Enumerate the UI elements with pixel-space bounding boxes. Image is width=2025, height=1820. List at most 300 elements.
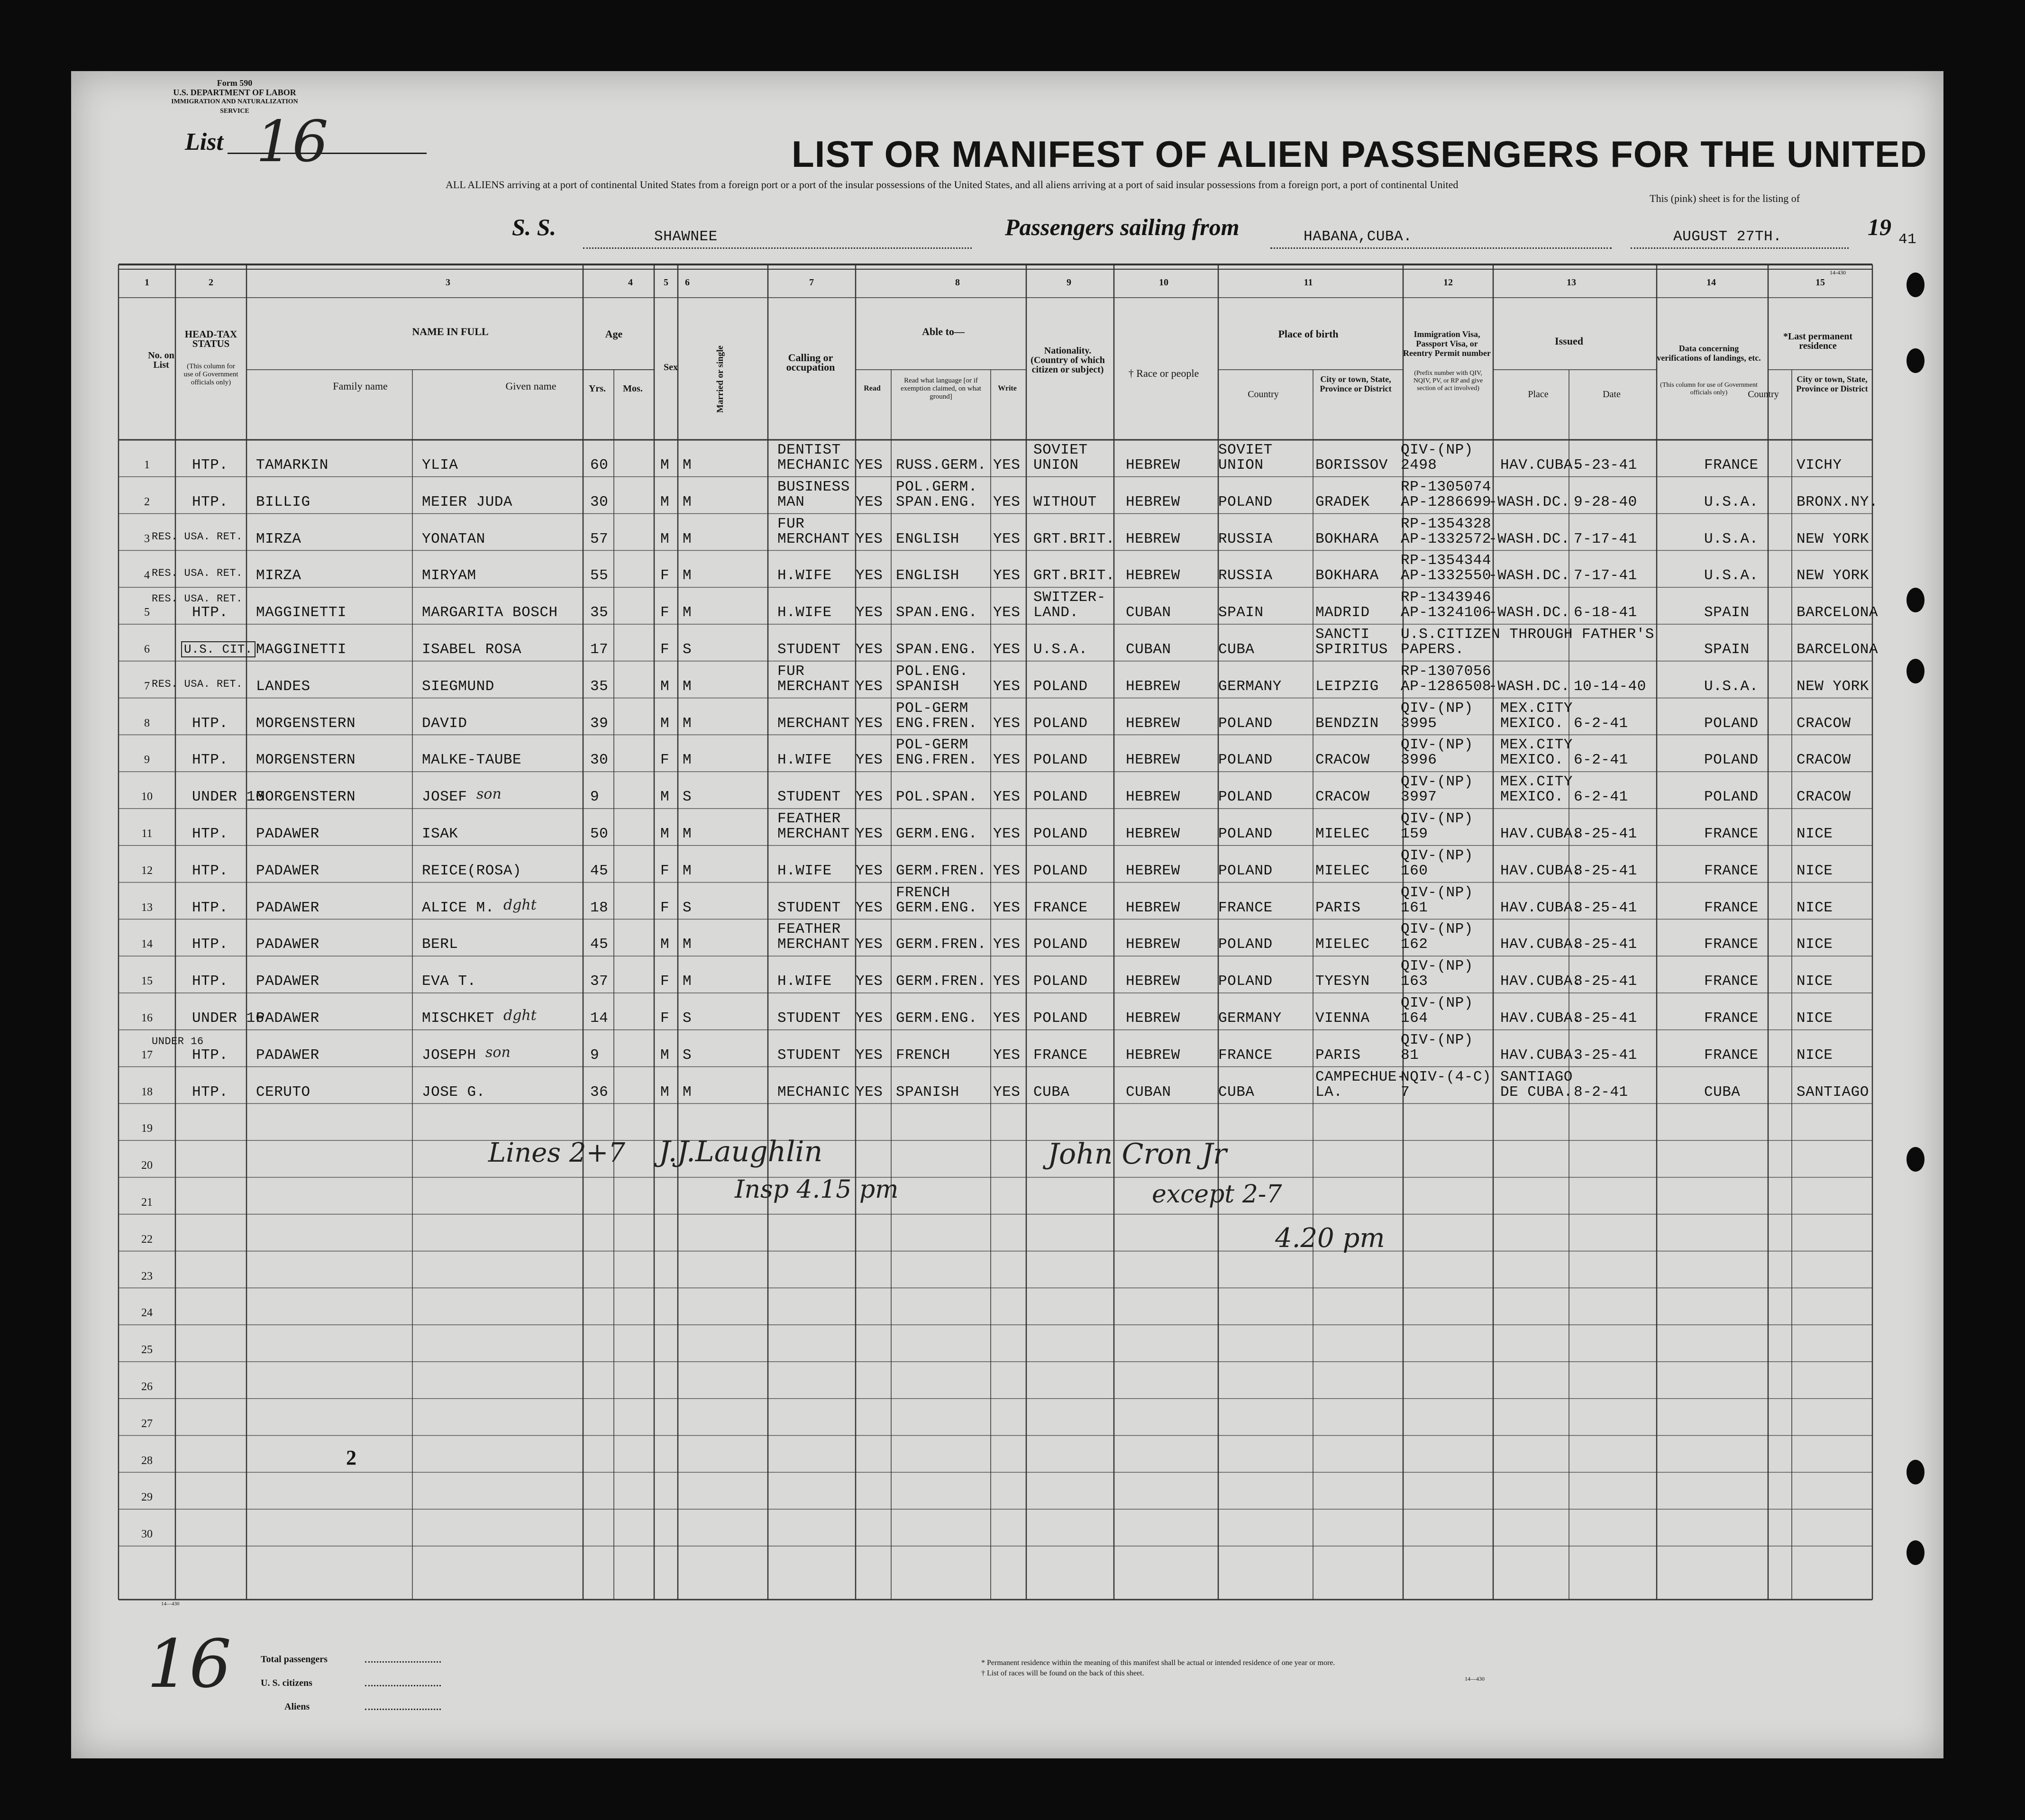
birth-city: LA. [1315,1083,1343,1101]
visa-top: QIV-(NP) [1401,737,1473,754]
residence-city: CRACOW [1797,752,1851,769]
visa-top: RP-1354328 [1401,515,1492,532]
sex: F [660,641,670,658]
can-write: YES [993,641,1021,658]
can-write: YES [993,752,1021,769]
read-language: SPAN.ENG. [896,604,977,621]
given-name-annotation: dght [503,1007,537,1024]
row-number: 4 [144,569,150,582]
issued-place-top: MEX.CITY [1500,737,1573,754]
birth-country: CUBA [1218,1083,1255,1101]
occupation: MERCHANT [777,678,850,695]
ss-label: S. S. [512,214,556,240]
column-number: 10 [1159,277,1168,288]
header-verification-note: (This column for use of Government officials only) [1660,382,1758,396]
footer-code-left: 14—430 [161,1601,180,1607]
header-issued-date: Date [1603,389,1621,400]
age: 18 [590,899,609,916]
column-number: 4 [628,277,633,288]
birth-country: POLAND [1218,715,1273,732]
sex: F [660,567,670,584]
family-name: MORGENSTERN [256,715,356,732]
visa-top: RP-1343946 [1401,589,1492,606]
visa-number: 160 [1401,862,1428,879]
year-suffix: 41 [1898,231,1917,248]
can-read: YES [856,641,883,658]
issued-date: 9-28-40 [1574,493,1637,510]
residence-city: BRONX.NY. [1797,493,1878,510]
can-read: YES [856,715,883,732]
occupation: MERCHANT [777,715,850,732]
can-write: YES [993,899,1021,916]
given-name: ISABEL ROSA [422,641,522,658]
head-tax-status: HTP. [192,493,228,510]
issued-date: 10-14-40 [1574,678,1646,695]
given-name: ALICE M. [422,899,494,916]
issued-place: -WASH.DC. [1488,493,1570,510]
read-language: ENG.FREN. [896,752,977,769]
row-number: 19 [141,1122,153,1135]
nationality: U.S.A. [1033,641,1088,658]
row-number: 16 [141,1012,153,1024]
row-number: 12 [141,864,153,877]
birth-country: SPAIN [1218,604,1264,621]
birth-city: PARIS [1315,899,1361,916]
nationality: POLAND [1033,789,1088,806]
family-name: MAGGINETTI [256,641,347,658]
issued-date: 8-25-41 [1574,826,1637,842]
issued-place: -WASH.DC. [1488,604,1570,621]
language-top: POL.ENG. [896,663,968,680]
row28-mark: 2 [346,1446,356,1469]
nationality-top: SWITZER- [1033,589,1106,606]
residence-country: U.S.A. [1704,493,1759,510]
issued-date: 5-23-41 [1574,457,1637,473]
residence-city: BARCELONA [1797,641,1878,658]
birth-country: GERMANY [1218,678,1282,695]
header-birth-country: Country [1248,389,1279,400]
footer-citizens: U. S. citizens [261,1678,312,1688]
manifest-subtitle-2: This (pink) sheet is for the listing of [1650,192,1800,204]
residence-country: U.S.A. [1704,678,1759,695]
age: 14 [590,1010,609,1027]
race: HEBREW [1126,1010,1180,1027]
can-read: YES [856,899,883,916]
visa-top: QIV-(NP) [1401,847,1473,864]
sex: F [660,604,670,621]
visa-number: 2498 [1401,457,1437,473]
given-name: DAVID [422,715,467,732]
issued-place-top: MEX.CITY [1500,700,1573,717]
read-language: RUSS.GERM. [896,457,987,473]
can-read: YES [856,530,883,547]
inspector-note-2: except 2-7 [1152,1180,1282,1209]
issued-date: 8-2-41 [1574,1083,1628,1101]
birth-city: VIENNA [1315,1010,1370,1027]
issued-date: 8-25-41 [1574,862,1637,879]
family-name: PADAWER [256,862,319,879]
header-married: Married or single [715,345,725,413]
sex: F [660,899,670,916]
nationality: POLAND [1033,1010,1088,1027]
issued-place-top: MEX.CITY [1500,774,1573,791]
visa-number: 159 [1401,826,1428,842]
visa-number: 7 [1401,1083,1410,1101]
residence-country: FRANCE [1704,899,1759,916]
header-write: Write [998,384,1017,392]
visa-top: U.S.CITIZEN THROUGH FATHER'S [1401,626,1654,643]
can-write: YES [993,973,1021,990]
birth-country: POLAND [1218,973,1273,990]
birth-city-top: SANCTI [1315,626,1370,643]
residence-country: FRANCE [1704,1046,1759,1064]
read-language: GERM.ENG. [896,899,977,916]
family-name: PADAWER [256,826,319,842]
nationality: POLAND [1033,862,1088,879]
read-language: GERM.FREN. [896,973,987,990]
marital-status: S [683,899,692,916]
occupation: MERCHANT [777,826,850,842]
header-given-name: Given name [505,380,556,392]
residence-country: SPAIN [1704,604,1750,621]
occupation: H.WIFE [777,604,832,621]
row-number: 18 [141,1085,153,1098]
residence-city: NICE [1797,1010,1833,1027]
issued-place: HAV.CUBA. [1500,862,1582,879]
residence-country: POLAND [1704,715,1759,732]
age: 36 [590,1083,609,1101]
issued-date: 8-25-41 [1574,936,1637,953]
birth-city: MIELEC [1315,936,1370,953]
age: 37 [590,973,609,990]
column-number: 3 [446,277,450,288]
header-issued: Issued [1555,335,1583,347]
residence-city: NICE [1797,973,1833,990]
header-calling: Calling or occupation [786,352,835,373]
residence-city: VICHY [1797,457,1842,473]
row-number: 22 [141,1233,153,1246]
header-verification: Data concerning verifications of landings, etc. [1657,344,1761,363]
family-name: MIRZA [256,567,301,584]
race: HEBREW [1126,493,1180,510]
age: 30 [590,752,609,769]
given-name: ISAK [422,826,458,842]
sailing-label: Passengers sailing from [1005,214,1240,240]
occupation: STUDENT [777,641,841,658]
head-tax-status: U.S. CIT. [181,641,255,657]
issued-date: 7-17-41 [1574,530,1637,547]
head-tax-status: UNDER 16 [192,1010,265,1027]
nationality: UNION [1033,457,1079,473]
row-number: 20 [141,1159,153,1172]
form-code: 14-430 [1830,269,1846,276]
given-name: YONATAN [422,530,485,547]
given-name-annotation: dght [503,896,537,913]
row-number: 21 [141,1196,153,1209]
visa-top: QIV-(NP) [1401,700,1473,717]
birth-country: POLAND [1218,789,1273,806]
occupation: STUDENT [777,899,841,916]
given-name-annotation: son [476,786,502,803]
visa-top: QIV-(NP) [1401,810,1473,827]
nationality: LAND. [1033,604,1079,621]
column-number: 6 [685,277,690,288]
issued-place: -WASH.DC. [1488,530,1570,547]
occupation: MECHANIC [777,1083,850,1101]
inspector-signature-2: John Cron Jr [1048,1138,1227,1171]
race: CUBAN [1126,641,1171,658]
family-name: MORGENSTERN [256,752,356,769]
date: AUGUST 27TH. [1673,228,1782,245]
marital-status: M [683,604,692,621]
can-read: YES [856,1046,883,1064]
inspector-signature-1: J.J.Laughlin [659,1135,823,1168]
nationality: FRANCE [1033,899,1088,916]
issued-date: 8-25-41 [1574,899,1637,916]
nationality: POLAND [1033,936,1088,953]
race: HEBREW [1126,826,1180,842]
can-write: YES [993,1083,1021,1101]
age: 17 [590,641,609,658]
footer-note-2: † List of races will be found on the back of this sheet. [981,1669,1144,1677]
family-name: MORGENSTERN [256,789,356,806]
can-read: YES [856,567,883,584]
residence-country: POLAND [1704,789,1759,806]
birth-country: POLAND [1218,862,1273,879]
column-number: 9 [1067,277,1071,288]
marital-status: M [683,715,692,732]
header-no-on-list: No. on List [148,350,174,370]
visa-top: QIV-(NP) [1401,442,1473,458]
visa-number: PAPERS. [1401,641,1464,658]
form-number: Form 590 [217,78,253,88]
occupation-top: FEATHER [777,810,841,827]
nationality: POLAND [1033,973,1088,990]
race: HEBREW [1126,752,1180,769]
birth-city: PARIS [1315,1046,1361,1064]
residence-city: SANTIAGO [1797,1083,1869,1101]
row-number: 15 [141,975,153,988]
visa-number: 162 [1401,936,1428,953]
can-read: YES [856,826,883,842]
visa-number: 3995 [1401,715,1437,732]
issued-date: 7-17-41 [1574,567,1637,584]
race: HEBREW [1126,1046,1180,1064]
language-top: POL.GERM. [896,478,977,495]
nationality: GRT.BRIT. [1033,567,1115,584]
issued-place: -WASH.DC. [1488,567,1570,584]
issued-place: DE CUBA. [1500,1083,1573,1101]
issued-place: HAV.CUBA. [1500,826,1582,842]
row-number: 7 [144,680,150,692]
marital-status: M [683,752,692,769]
sex: M [660,715,670,732]
head-tax-status: HTP. [192,899,228,916]
year-prefix: 19 [1868,214,1891,240]
row-number: 5 [144,606,150,619]
read-language: FRENCH [896,1046,950,1064]
occupation-top: FEATHER [777,921,841,938]
head-tax-status: HTP. [192,1083,228,1101]
visa-number: 161 [1401,899,1428,916]
given-name: JOSE G. [422,1083,485,1101]
department: U.S. DEPARTMENT OF LABOR [173,88,296,97]
header-visa: Immigration Visa, Passport Visa, or Reentry Permit number [1403,329,1491,358]
read-language: GERM.ENG. [896,826,977,842]
residence-city: CRACOW [1797,715,1851,732]
nationality: WITHOUT [1033,493,1097,510]
column-number: 7 [809,277,814,288]
residence-city: NICE [1797,862,1833,879]
head-tax-status: HTP. [192,715,228,732]
marital-status: M [683,826,692,842]
residence-city: BARCELONA [1797,604,1878,621]
visa-number: 164 [1401,1010,1428,1027]
sex: M [660,493,670,510]
bottom-list-number: 16 [147,1626,232,1703]
can-write: YES [993,604,1021,621]
residence-country: CUBA [1704,1083,1741,1101]
can-write: YES [993,493,1021,510]
row-number: 3 [144,532,150,545]
birth-city: CRACOW [1315,789,1370,806]
birth-country: POLAND [1218,936,1273,953]
visa-number: 3996 [1401,752,1437,769]
age: 35 [590,604,609,621]
footer-total: Total passengers [261,1654,328,1665]
birth-country: POLAND [1218,752,1273,769]
read-language: ENGLISH [896,567,959,584]
age: 35 [590,678,609,695]
header-issued-place: Place [1528,389,1549,400]
footer-dots [365,1685,441,1686]
given-name: YLIA [422,457,458,473]
birth-city: BOKHARA [1315,567,1379,584]
visa-number: AP-1332550 [1401,567,1492,584]
issued-date: 6-2-41 [1574,715,1628,732]
occupation: MERCHANT [777,530,850,547]
marital-status: M [683,973,692,990]
can-write: YES [993,789,1021,806]
read-language: SPAN.ENG. [896,641,977,658]
birth-city: SPIRITUS [1315,641,1388,658]
family-name: TAMARKIN [256,457,328,473]
given-name: REICE(ROSA) [422,862,522,879]
age: 45 [590,862,609,879]
head-tax-status: HTP. [192,457,228,473]
footer-dots [365,1661,441,1663]
sex: M [660,1046,670,1064]
row-number: 11 [141,828,153,840]
age: 39 [590,715,609,732]
birth-country: RUSSIA [1218,530,1273,547]
visa-top: QIV-(NP) [1401,995,1473,1011]
issued-place: MEXICO. [1500,752,1564,769]
row-number: 6 [144,643,150,655]
residence-city: CRACOW [1797,789,1851,806]
head-tax-status-top: RES. USA. RET. [152,593,243,605]
marital-status: M [683,530,692,547]
visa-number: 3997 [1401,789,1437,806]
row-number: 23 [141,1270,153,1283]
birth-city: CRACOW [1315,752,1370,769]
marital-status: M [683,493,692,510]
given-name: BERL [422,936,458,953]
residence-city: NEW YORK [1797,567,1869,584]
marital-status: M [683,457,692,473]
column-number: 13 [1567,277,1576,288]
family-name: CERUTO [256,1083,310,1101]
row-number: 27 [141,1417,153,1430]
residence-country: FRANCE [1704,1010,1759,1027]
residence-country: FRANCE [1704,457,1759,473]
row-number: 26 [141,1381,153,1393]
nationality-top: SOVIET [1033,442,1088,458]
header-res-country: Country [1748,389,1779,400]
manifest-subtitle: ALL ALIENS arriving at a port of continental United States from a foreign port or a port of the insular possessions of the United States, and all aliens arriving at a port of said insular possessions from a foreign port, a port of continental United [446,179,1459,191]
header-mos: Mos. [623,383,643,394]
read-language: ENG.FREN. [896,715,977,732]
manifest-sheet [71,71,1943,1758]
occupation: STUDENT [777,1046,841,1064]
sex: M [660,678,670,695]
can-read: YES [856,493,883,510]
can-read: YES [856,604,883,621]
sex: F [660,973,670,990]
issued-place: MEXICO. [1500,789,1564,806]
family-name: MIRZA [256,530,301,547]
visa-top: RP-1305074 [1401,478,1492,495]
birth-city: MIELEC [1315,862,1370,879]
head-tax-status: UNDER 16 [192,789,265,806]
handwritten-lines: Lines 2+7 [488,1138,626,1168]
footer-aliens: Aliens [284,1702,310,1712]
marital-status: M [683,1083,692,1101]
sex: M [660,457,670,473]
residence-country: FRANCE [1704,862,1759,879]
birth-city: GRADEK [1315,493,1370,510]
birth-country: UNION [1218,457,1264,473]
occupation-top: DENTIST [777,442,841,458]
issued-date: 6-2-41 [1574,752,1628,769]
issued-date: 3-25-41 [1574,1046,1637,1064]
column-number: 8 [955,277,960,288]
birth-country: POLAND [1218,826,1273,842]
can-read: YES [856,1083,883,1101]
marital-status: S [683,1046,692,1064]
issued-place: HAV.CUBA. [1500,1010,1582,1027]
header-yrs: Yrs. [588,383,606,394]
nationality: GRT.BRIT. [1033,530,1115,547]
family-name: LANDES [256,678,310,695]
head-tax-status-top: UNDER 16 [152,1035,204,1047]
service: IMMIGRATION AND NATURALIZATION SERVICE [171,98,298,115]
occupation: H.WIFE [777,973,832,990]
visa-top: QIV-(NP) [1401,958,1473,975]
birth-city: MADRID [1315,604,1370,621]
row-number: 9 [144,754,150,766]
birth-country: CUBA [1218,641,1255,658]
birth-country: FRANCE [1218,899,1273,916]
race: HEBREW [1126,862,1180,879]
family-name: PADAWER [256,1010,319,1027]
marital-status: M [683,678,692,695]
visa-top: QIV-(NP) [1401,774,1473,791]
residence-city: NICE [1797,936,1833,953]
issued-date: 6-18-41 [1574,604,1637,621]
given-name: MEIER JUDA [422,493,513,510]
age: 9 [590,789,600,806]
